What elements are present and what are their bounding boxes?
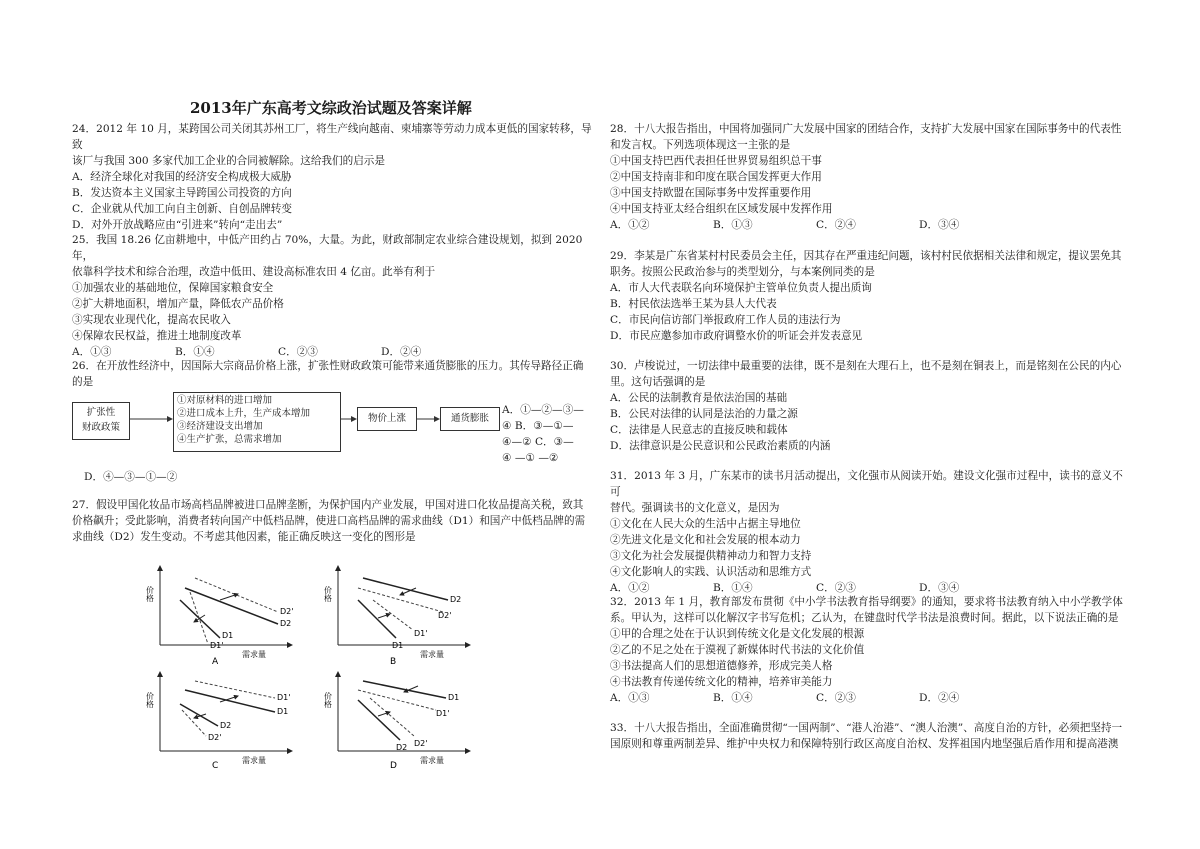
shift-arrow <box>378 712 390 716</box>
factor-item: ①对原材料的进口增加 <box>177 395 273 406</box>
statement-item: ②乙的不足之处在于漠视了新媒体时代书法的文化价值 <box>610 644 865 656</box>
option-line: ④ —① —② <box>502 452 559 464</box>
question-text: 26．在开放性经济中，因国际大宗商品价格上涨，扩张性财政政策可能带来通货膨胀的压力。其传导路径正确 <box>72 360 584 372</box>
curve-label: D1' <box>210 641 224 650</box>
question-text: 替代。强调读书的文化意义，是因为 <box>610 502 780 514</box>
statement-item: ①甲的合理之处在于认识到传统文化是文化发展的根源 <box>610 628 865 640</box>
curve-d1 <box>180 600 220 638</box>
graph-name: C <box>212 761 219 770</box>
y-label: 价格 <box>145 692 155 708</box>
option-b: B．公民对法律的认同是法治的力量之源 <box>610 408 798 420</box>
statement-item: ③实现农业现代化，提高农民收入 <box>72 314 231 326</box>
option-a: A．①③ <box>610 692 650 704</box>
question-text: 求曲线（D2）发生变动。不考虑其他因素，能正确反映这一变化的图形是 <box>72 531 416 543</box>
answer-options <box>610 217 1132 233</box>
option-line: ④ B．③—①— <box>502 420 574 432</box>
x-label: 需求量 <box>420 756 444 765</box>
option-a: A．市人大代表联名向环境保护主管单位负责人提出质询 <box>610 282 872 294</box>
option-a: A．①③ <box>72 346 112 358</box>
option-a: A．公民的法制教育是依法治国的基础 <box>610 392 788 404</box>
question-29 <box>610 248 1132 344</box>
option-d: D．对外开放战略应由“引进来”转向“走出去” <box>72 219 283 231</box>
curve-d1 <box>185 690 275 712</box>
curve-d1 <box>363 681 446 698</box>
curve-d1 <box>358 600 396 638</box>
curve-label: D2' <box>438 611 452 620</box>
question-25 <box>72 232 592 360</box>
option-d: D．④—③—①—② <box>84 471 178 483</box>
graph-name: A <box>212 657 219 667</box>
option-d: D．②④ <box>919 692 960 704</box>
factor-item: ③经济建设支出增加 <box>177 421 263 432</box>
curve-d1-prime <box>190 592 208 644</box>
curve-label: D1' <box>436 709 450 718</box>
option-c: C．②③ <box>278 346 318 358</box>
shift-arrow <box>220 594 238 600</box>
statement-item: ②扩大耕地面积，增加产量，降低农产品价格 <box>72 298 284 310</box>
statement-item: ③中国支持欧盟在国际事务中发挥重要作用 <box>610 187 812 199</box>
option-a: A．①② <box>610 582 650 594</box>
option-b: B．①③ <box>713 219 753 231</box>
question-text: 该厂与我国 300 多家代加工企业的合同被解除。这给我们的启示是 <box>72 155 385 167</box>
option-a: A．经济全球化对我国的经济安全构成极大威胁 <box>72 171 292 183</box>
question-text: 里。这句话强调的是 <box>610 376 706 388</box>
answer-options <box>610 690 1132 706</box>
statement-item: ④书法教育传递传统文化的精神，培养审美能力 <box>610 676 833 688</box>
curve-label: D1 <box>222 631 234 640</box>
statement-item: ②先进文化是文化和社会发展的根本动力 <box>610 534 801 546</box>
graph-name: D <box>390 761 397 770</box>
question-24 <box>72 121 592 233</box>
curve-d1-prime <box>373 600 413 630</box>
statement-item: ③书法提高人们的思想道德修养，形成完美人格 <box>610 660 833 672</box>
curve-label: D1' <box>277 693 291 702</box>
statement-item: ①文化在人民大众的生活中占据主导地位 <box>610 518 801 530</box>
question-text: 系。甲认为，这样可以化解汉字书写危机；乙认为，在键盘时代学书法是浪费时间。据此，以下说法正确的是 <box>610 612 1119 624</box>
x-label: 需求量 <box>242 650 266 659</box>
option-c: C．法律是人民意志的直接反映和载体 <box>610 424 788 436</box>
y-label: 价格 <box>323 692 333 708</box>
box-line: 财政政策 <box>81 422 120 433</box>
option-c: C．企业就从代加工向自主创新、自创品牌转变 <box>72 203 292 215</box>
option-abc-side <box>502 402 594 466</box>
curve-label: D2 <box>396 743 408 752</box>
curve-label: D2' <box>280 607 294 616</box>
curve-d2 <box>180 704 218 726</box>
question-text: 国原则和尊重两制差异、维护中央权力和保障特别行政区高度自治权、发挥祖国内地坚强后盾作用和提高港澳 <box>610 738 1119 750</box>
option-b: B．村民依法选举王某为县人大代表 <box>610 298 777 310</box>
transmission-flow-diagram <box>72 392 592 472</box>
statement-item: ①中国支持巴西代表担任世界贸易组织总干事 <box>610 155 822 167</box>
graph-b <box>324 568 469 667</box>
question-text: 价格飙升；受此影响，消费者转向国产中低档品牌，使进口高档品牌的需求曲线（D1）和国产中低档品牌的需 <box>72 515 586 527</box>
curve-d2-prime <box>182 710 206 736</box>
curve-label: D1 <box>448 693 460 702</box>
y-label: 价格 <box>323 586 333 602</box>
curve-label: D2 <box>450 595 462 604</box>
option-b: B．①④ <box>713 692 753 704</box>
statement-item: ④保障农民权益，推进土地制度改革 <box>72 330 242 342</box>
option-b: B．发达资本主义国家主导跨国公司投资的方向 <box>72 187 292 199</box>
option-c: C．②④ <box>816 219 856 231</box>
statement-item: ④中国支持亚太经合组织在区域发展中发挥作用 <box>610 203 833 215</box>
option-c: C．②③ <box>816 582 856 594</box>
box-line: 扩张性 <box>86 407 116 418</box>
page-title: 2013年广东高考文综政治试题及答案详解 <box>190 99 472 117</box>
curve-label: D1 <box>277 707 289 716</box>
curve-d2-prime <box>358 588 443 612</box>
question-28 <box>610 121 1132 233</box>
curve-label: D2 <box>280 619 292 628</box>
option-d: D．③④ <box>919 219 960 231</box>
question-27 <box>72 497 592 545</box>
curve-label: D2' <box>414 739 428 748</box>
option-line: A．①—②—③— <box>502 404 584 416</box>
factor-item: ④生产扩张，总需求增加 <box>177 434 282 445</box>
question-text: 33．十八大报告指出，全面准确贯彻“一国两制”、“港人治港”、“澳人治澳”、高度自治的方针，必须把坚持一 <box>610 722 1123 734</box>
question-text: 31．2013 年 3 月，广东某市的读书月活动提出，文化强市从阅读开始。建设文化强市过程中，读书的意义不可 <box>610 470 1123 498</box>
question-text: 29．李某是广东省某村村民委员会主任，因其存在严重违纪问题，该村村民依据相关法律和规定，提议罢免其 <box>610 250 1122 262</box>
graph-d <box>324 674 469 770</box>
question-text: 的是 <box>72 376 94 388</box>
flow-box-inflation: 通货膨胀 <box>440 407 500 431</box>
shift-arrow <box>378 614 390 618</box>
option-d: D．③④ <box>919 582 960 594</box>
curve-d2 <box>363 578 448 600</box>
option-b: B．①④ <box>713 582 753 594</box>
curve-label: D2' <box>208 733 222 742</box>
factor-item: ②进口成本上升，生产成本增加 <box>177 408 311 419</box>
question-text: 25．我国 18.26 亿亩耕地中，中低产田约占 70%，大量。为此，财政部制定农业综合建设规划，拟到 2020 年， <box>72 234 583 262</box>
option-a: A．①② <box>610 219 650 231</box>
option-line: ④—② C．③— <box>502 436 574 448</box>
question-text: 和发言权。下列选项体现这一主张的是 <box>610 139 791 151</box>
option-c: C．②③ <box>816 692 856 704</box>
question-text: 32．2013 年 1 月，教育部发布贯彻《中小学书法教育指导纲要》的通知，要求将书法教育纳入中小学教学体 <box>610 596 1123 608</box>
x-label: 需求量 <box>242 756 266 765</box>
y-label: 价格 <box>145 586 155 602</box>
demand-curve-graphs <box>130 560 490 770</box>
question-33 <box>610 720 1132 752</box>
x-label: 需求量 <box>420 650 444 659</box>
statement-item: ③文化为社会发展提供精神动力和智力支持 <box>610 550 812 562</box>
question-30 <box>610 358 1132 454</box>
option-b: B．①④ <box>175 346 215 358</box>
question-26 <box>72 358 592 390</box>
option-d: D．法律意识是公民意识和公民政治素质的内涵 <box>610 440 831 452</box>
question-32 <box>610 594 1132 706</box>
question-text: 依靠科学技术和综合治理，改造中低田、建设高标准农田 4 亿亩。此举有利于 <box>72 266 436 278</box>
question-text: 27．假设甲国化妆品市场高档品牌被进口品牌垄断，为保护国内产业发展，甲国对进口化妆品提高关税，致其 <box>72 499 584 511</box>
option-d: D．市民应邀参加市政府调整水价的听证会并发表意见 <box>610 330 863 342</box>
statement-item: ④文化影响人的实践、认识活动和思维方式 <box>610 566 812 578</box>
question-text: 24．2012 年 10 月，某跨国公司关闭其苏州工厂，将生产线向越南、柬埔寨等劳动力成本更低的国家转移，导致 <box>72 123 592 151</box>
question-31 <box>610 468 1132 596</box>
question-text: 职务。按照公民政治参与的类型划分，与本案例同类的是 <box>610 266 875 278</box>
graph-a <box>146 568 294 667</box>
question-text: 28．十八大报告指出，中国将加强同广大发展中国家的团结合作，支持扩大发展中国家在国际事务中的代表性 <box>610 123 1122 135</box>
option-c: C．市民向信访部门举报政府工作人员的违法行为 <box>610 314 841 326</box>
curve-label: D1 <box>392 641 404 650</box>
curve-label: D1' <box>414 629 428 638</box>
statement-item: ①加强农业的基础地位，保障国家粮食安全 <box>72 282 274 294</box>
option-d: D．②④ <box>381 346 422 358</box>
graph-name: B <box>390 657 397 667</box>
flow-box-price-rise: 物价上涨 <box>357 407 417 431</box>
question-text: 30．卢梭说过，一切法律中最重要的法律，既不是刻在大理石上，也不是刻在铜表上，而是铭刻在公民的内心 <box>610 360 1122 372</box>
curve-label: D2 <box>220 721 232 730</box>
graph-c <box>146 674 291 770</box>
statement-item: ②中国支持南非和印度在联合国发挥更大作用 <box>610 171 822 183</box>
